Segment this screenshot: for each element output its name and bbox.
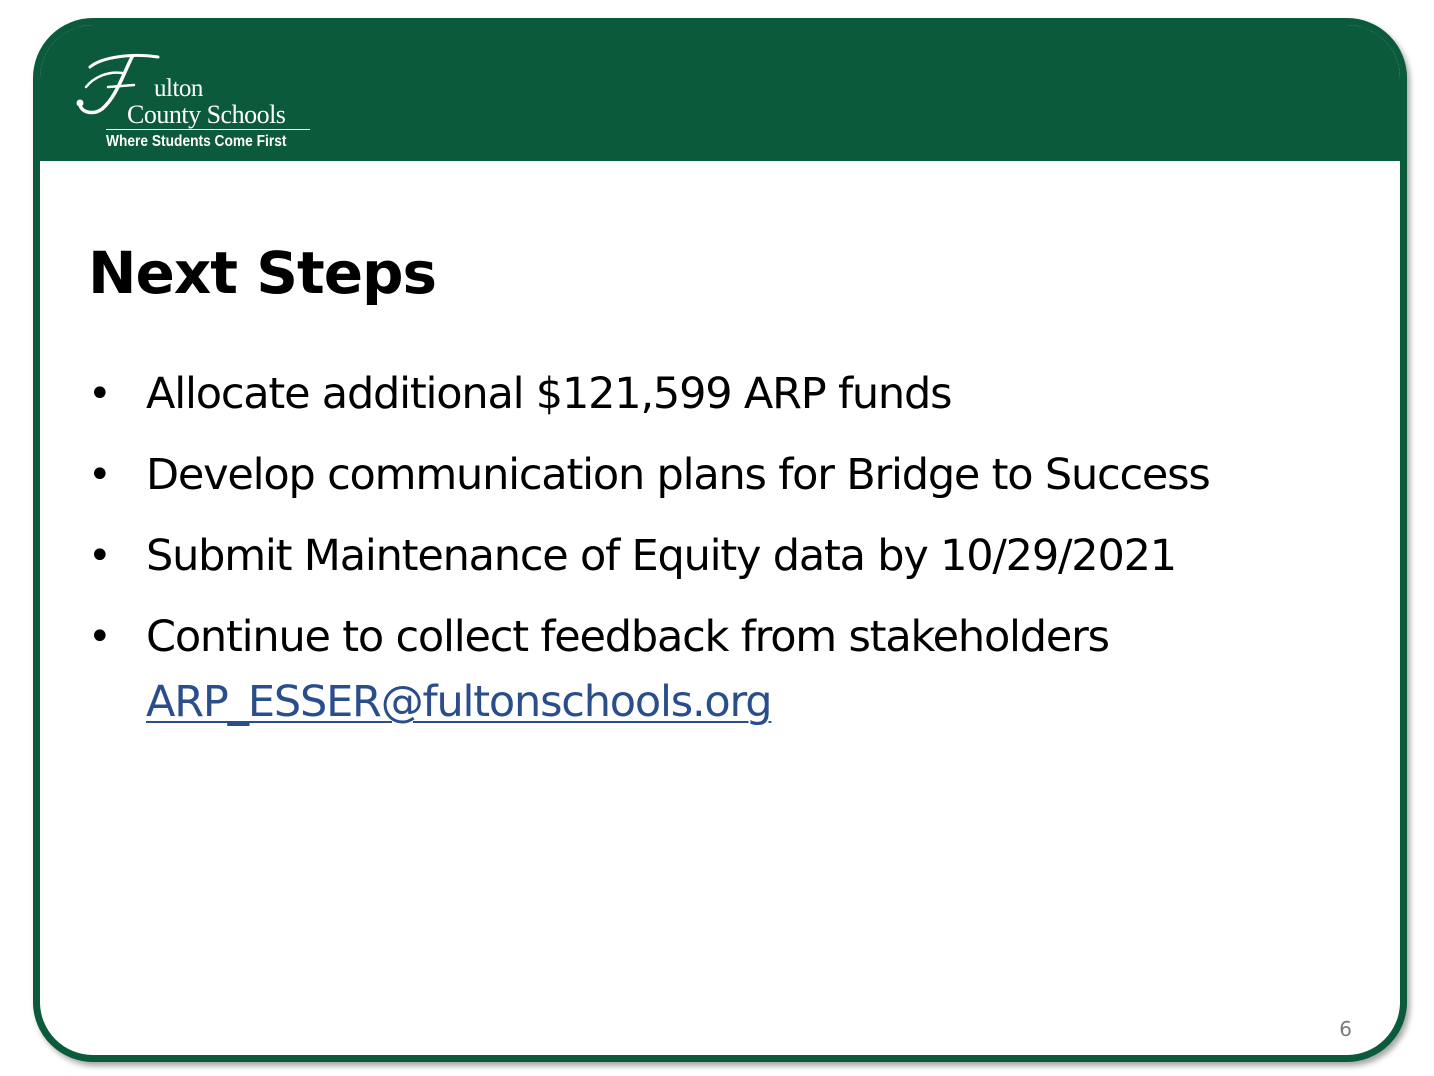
fulton-county-schools-logo <box>72 47 312 157</box>
slide-frame <box>33 18 1407 1062</box>
bullet-icon: • <box>88 371 111 417</box>
bullet-item <box>88 527 1210 586</box>
bullet-text: Develop communication plans for Bridge to Success <box>146 450 1210 500</box>
bullet-icon: • <box>88 614 111 660</box>
header-band <box>40 25 1400 161</box>
logo-text-line2: County Schools <box>127 100 286 129</box>
logo-text-line1: ulton <box>154 75 203 102</box>
logo-tagline: Where Students Come First <box>106 133 287 150</box>
bullet-item <box>88 608 1210 732</box>
bullet-text: Allocate additional $121,599 ARP funds <box>146 369 952 419</box>
bullet-item <box>88 446 1210 505</box>
page-number: 6 <box>1339 1017 1352 1041</box>
bullet-icon: • <box>88 452 111 498</box>
slide-title: Next Steps <box>88 239 437 307</box>
email-link[interactable]: ARP_ESSER@fultonschools.org <box>146 677 772 727</box>
bullet-list <box>88 365 1210 754</box>
logo-divider <box>106 129 310 130</box>
bullet-text: Submit Maintenance of Equity data by 10/29/2021 <box>146 531 1176 581</box>
bullet-item <box>88 365 1210 424</box>
bullet-icon: • <box>88 533 111 579</box>
bullet-text: Continue to collect feedback from stakeholders <box>146 612 1109 662</box>
